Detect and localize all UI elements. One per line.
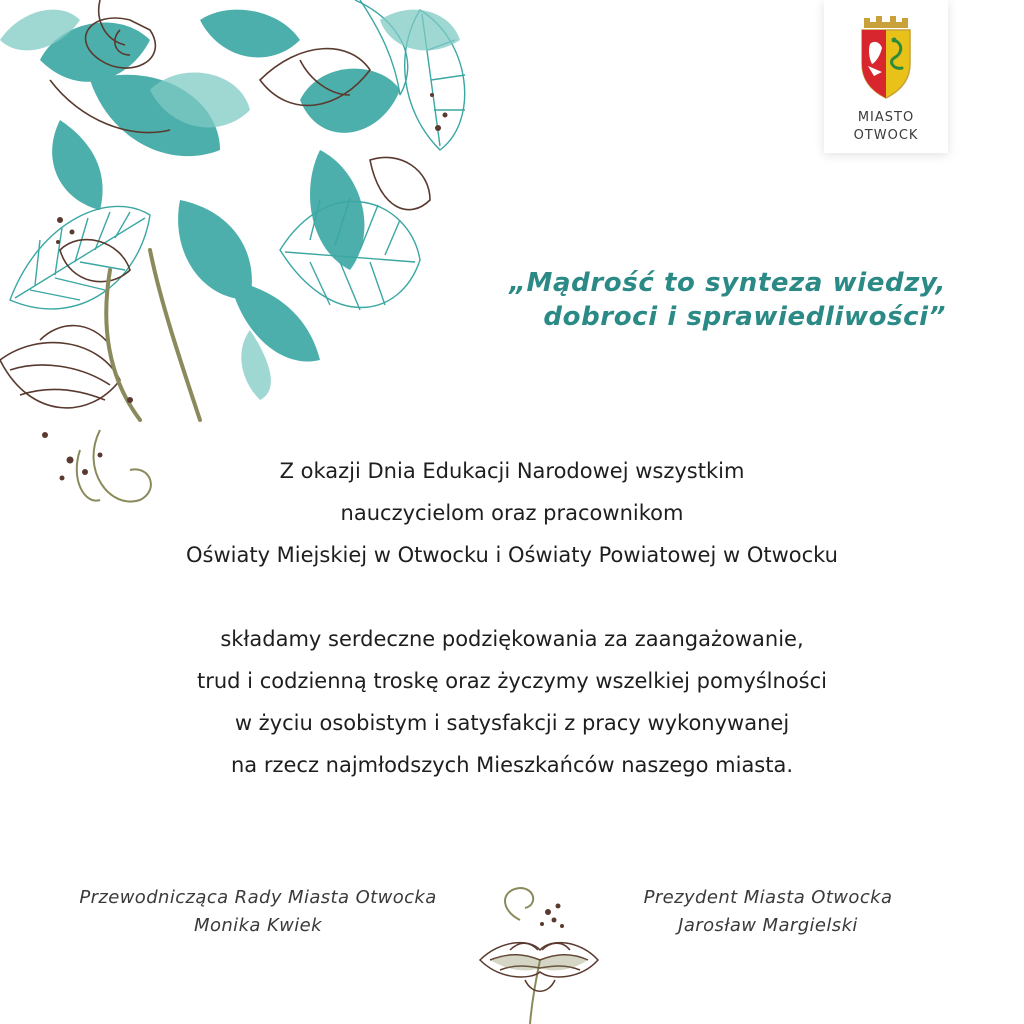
quote-line-2: dobroci i sprawiedliwości” (543, 302, 946, 332)
message-line: Oświaty Miejskiej w Otwocku i Oświaty Powiatowej w Otwocku (186, 543, 838, 567)
quote (346, 266, 946, 334)
message-line: na rzecz najmłodszych Mieszkańców naszego miasta. (230, 753, 794, 777)
message-paragraph-1 (0, 450, 1024, 576)
signature-title: Przewodnicząca Rady Miasta Otwocka (79, 887, 437, 908)
small-flower-icon (470, 880, 610, 1024)
signature-right (548, 884, 988, 940)
message-line: Z okazji Dnia Edukacji Narodowej wszystkim (279, 459, 745, 483)
logo-line-2: OTWOCK (853, 128, 919, 143)
logo-line-1: MIASTO (857, 110, 915, 125)
signature-name: Monika Kwiek (194, 915, 322, 936)
signature-title: Prezydent Miasta Otwocka (643, 887, 893, 908)
signature-left (38, 884, 478, 940)
message-line: w życiu osobistym i satysfakcji z pracy wykonywanej (234, 711, 790, 735)
city-crest-icon (854, 14, 918, 104)
city-logo (824, 0, 948, 153)
quote-line-1: „Mądrość to synteza wiedzy, (509, 268, 946, 298)
signature-name: Jarosław Margielski (678, 915, 858, 936)
message-line: nauczycielom oraz pracownikom (340, 501, 684, 525)
message-line: trud i codzienną troskę oraz życzymy wszelkiej pomyślności (197, 669, 827, 693)
message-paragraph-2 (0, 618, 1024, 786)
message-line: składamy serdeczne podziękowania za zaangażowanie, (220, 627, 804, 651)
